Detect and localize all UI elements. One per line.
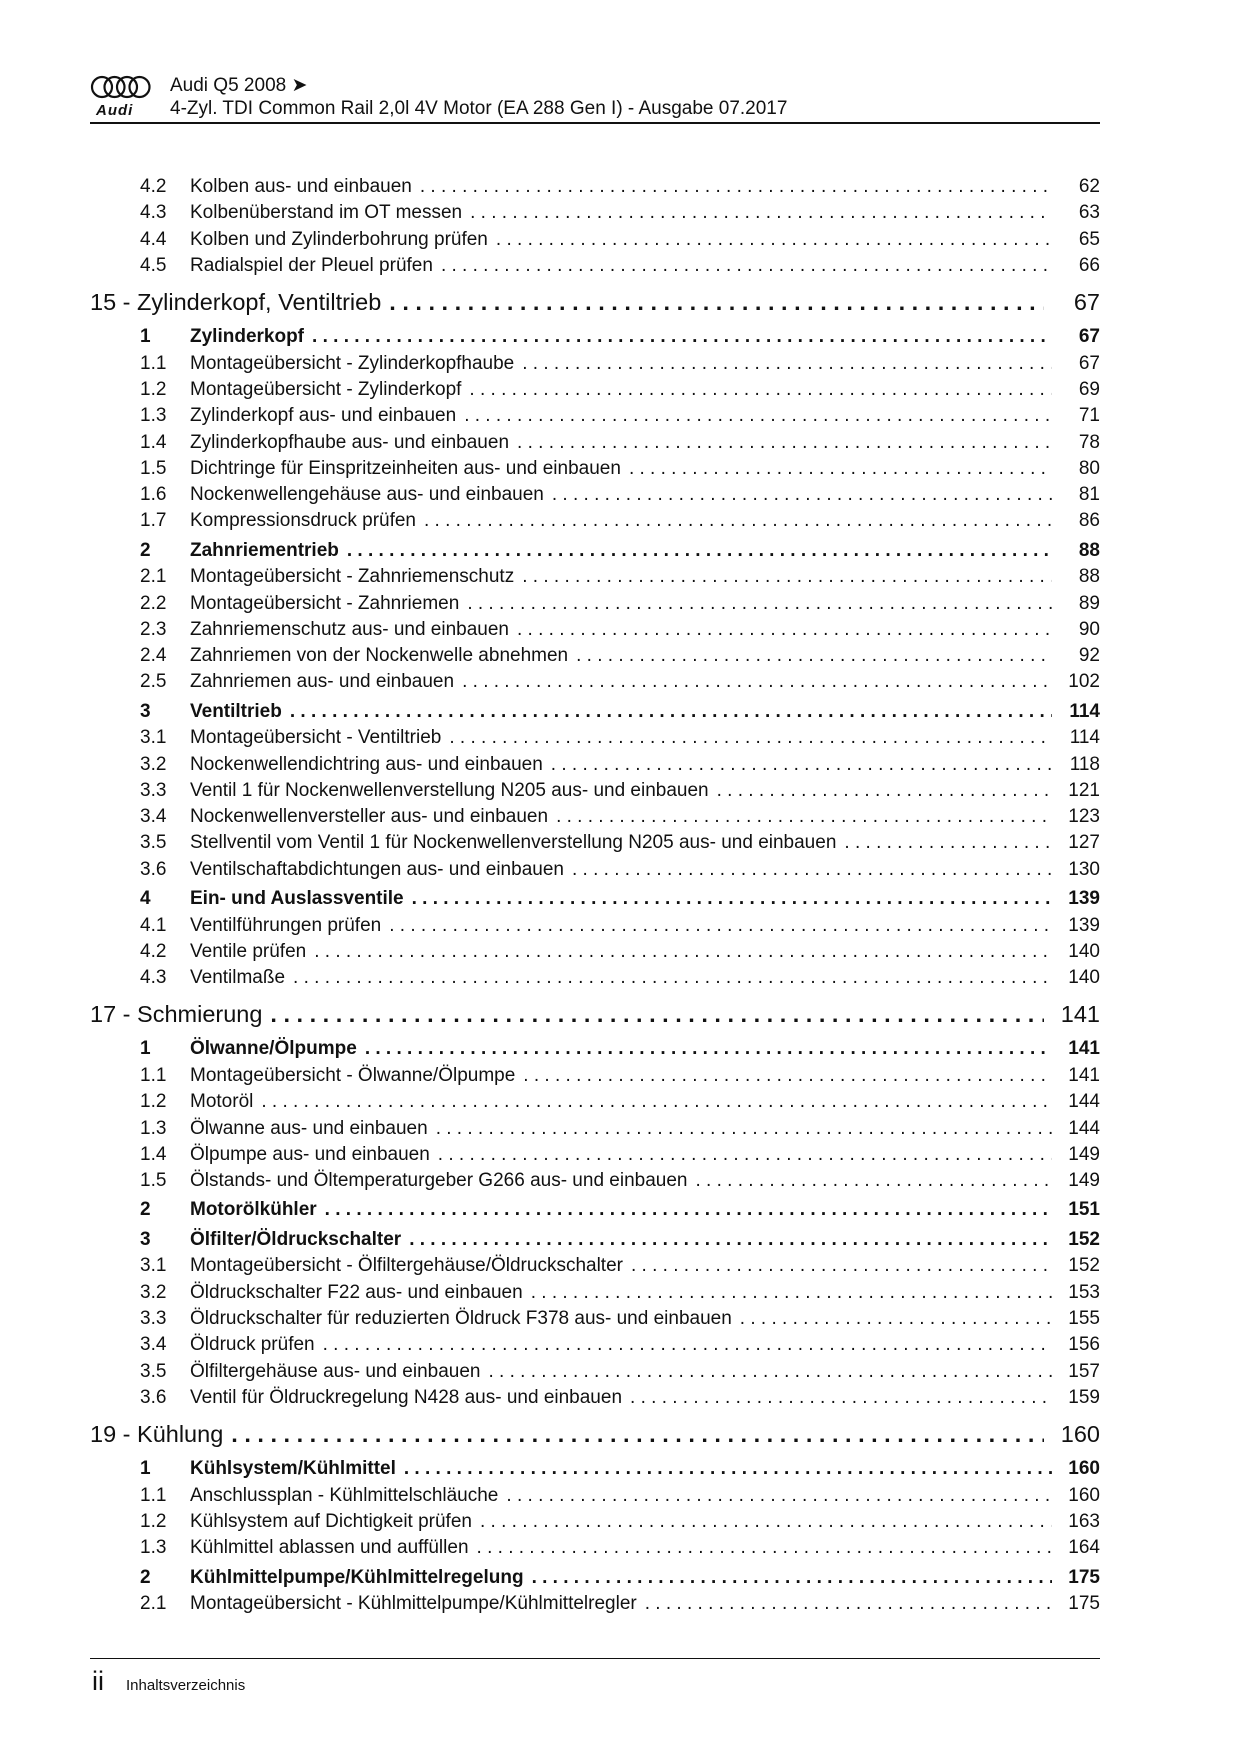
toc-page-number: 86 [1078,510,1100,532]
toc-page-number: 155 [1068,1308,1100,1329]
toc-leader-dots [409,1229,1052,1251]
toc-page-number: 175 [1068,1566,1100,1588]
toc-entry[interactable] [90,1144,1100,1170]
toc-number: 3 [140,1228,151,1250]
toc-entry[interactable] [90,353,1100,379]
toc-leader-dots [523,1065,1052,1087]
toc-leader-dots [404,1458,1052,1480]
toc-title: 15 - Zylinderkopf, Ventiltrieb [90,289,382,316]
toc-leader-dots [717,780,1052,802]
toc-number: 1.7 [140,510,167,532]
toc-title: Kühlmittelpumpe/Kühlmittelregelung [190,1566,524,1588]
toc-leader-dots [261,1091,1052,1113]
toc-title: Montageübersicht - Ölwanne/Ölpumpe [190,1064,516,1086]
toc-page-number: 67 [1073,289,1100,316]
toc-leader-dots [389,289,1044,316]
toc-number: 1.1 [140,1484,167,1506]
toc-leader-dots [480,1511,1052,1533]
toc-leader-dots [488,1361,1052,1383]
header-subtitle: 4-Zyl. TDI Common Rail 2,0l 4V Motor (EA 288 Gen I) - Ausgabe 07.2017 [170,98,788,119]
toc-number: 1.5 [140,457,167,479]
toc-title: Zylinderkopf aus- und einbauen [190,405,457,427]
toc-title: Montageübersicht - Zylinderkopf [190,378,462,400]
toc-number: 1 [140,326,151,348]
toc-entry[interactable] [90,405,1100,431]
toc-entry[interactable] [90,229,1100,255]
toc-entry[interactable] [90,780,1100,806]
toc-page-number: 144 [1068,1091,1100,1113]
toc-page-number: 149 [1068,1143,1100,1165]
toc-number: 3.6 [140,1386,167,1408]
toc-number: 4.3 [140,967,167,989]
toc-page-number: 92 [1078,645,1100,667]
toc-page-number: 130 [1068,858,1100,880]
toc-title: Zahnriementrieb [190,539,339,561]
toc-title: Öldruckschalter für reduzierten Öldruck F378 aus- und einbauen [190,1308,732,1329]
toc-title: Zahnriemenschutz aus- und einbauen [190,618,509,640]
toc-number: 3.3 [140,779,167,801]
toc-section[interactable] [90,540,1100,567]
toc-number: 3.1 [140,1255,167,1277]
toc-page-number: 140 [1068,967,1100,989]
toc-title: Nockenwellenversteller aus- und einbauen [190,806,549,828]
toc-number: 3.5 [140,1360,167,1382]
toc-number: 4 [140,888,151,910]
toc-entry[interactable] [90,967,1100,993]
toc-number: 3 [140,700,151,722]
toc-number: 3.4 [140,1334,167,1356]
toc-title: Stellventil vom Ventil 1 für Nockenwellenverstellung N205 aus- und einbauen [190,832,837,854]
toc-leader-dots [522,566,1052,588]
toc-entry[interactable] [90,176,1100,202]
toc-leader-dots [312,326,1052,348]
toc-leader-dots [522,353,1052,375]
toc-number: 1.2 [140,378,167,400]
toc-entry[interactable] [90,1255,1100,1281]
toc-page-number: 114 [1069,700,1100,722]
toc-entry[interactable] [90,458,1100,484]
toc-entry[interactable] [90,510,1100,536]
toc-entry[interactable] [90,1170,1100,1196]
toc-leader-dots [477,1537,1052,1559]
toc-title: Ventil 1 für Nockenwellenverstellung N205 aus- und einbauen [190,779,709,801]
toc-leader-dots [420,176,1052,198]
toc-leader-dots [517,619,1052,641]
toc-page-number: 89 [1078,592,1100,614]
toc-title: Ölstands- und Öltemperaturgeber G266 aus- und einbauen [190,1170,688,1192]
toc-page-number: 156 [1068,1334,1100,1356]
toc-entry[interactable] [90,671,1100,697]
toc-title: Montageübersicht - Zylinderkopfhaube [190,352,515,374]
toc-leader-dots [551,754,1052,776]
toc-title: Motorölkühler [190,1199,317,1221]
toc-entry[interactable] [90,1511,1100,1537]
toc-entry[interactable] [90,1537,1100,1563]
toc-title: Ölwanne aus- und einbauen [190,1117,428,1139]
toc-entry[interactable] [90,1308,1100,1334]
toc-leader-dots [552,484,1052,506]
toc-page-number: 90 [1078,618,1100,640]
toc-number: 1.2 [140,1510,167,1532]
toc-number: 3.3 [140,1308,167,1329]
toc-entry[interactable] [90,379,1100,405]
toc-page-number: 157 [1068,1360,1100,1382]
toc-title: Motoröl [190,1091,254,1113]
toc-page-number: 144 [1068,1117,1100,1139]
toc-number: 1.5 [140,1170,167,1192]
toc-title: Kühlsystem auf Dichtigkeit prüfen [190,1510,472,1532]
toc-number: 2.1 [140,1593,167,1615]
toc-leader-dots [464,405,1052,427]
toc-title: 19 - Kühlung [90,1421,224,1448]
toc-title: Ölfiltergehäuse aus- und einbauen [190,1360,481,1382]
toc-title: Ventil für Öldruckregelung N428 aus- und einbauen [190,1386,623,1408]
toc-page-number: 66 [1078,254,1100,276]
toc-page-number: 139 [1068,914,1100,936]
toc-leader-dots [470,202,1052,224]
toc-leader-dots [293,967,1052,989]
toc-section[interactable] [90,1229,1100,1256]
toc-page-number: 65 [1078,228,1100,250]
toc-page-number: 69 [1078,378,1100,400]
toc-number: 4.4 [140,228,167,250]
toc-number: 4.5 [140,254,167,276]
toc-chapter[interactable] [90,1421,1100,1455]
toc-entry[interactable] [90,941,1100,967]
toc-entry[interactable] [90,1282,1100,1308]
toc-entry[interactable] [90,806,1100,832]
toc-entry[interactable] [90,645,1100,671]
toc-leader-dots [347,540,1052,562]
toc-number: 3.6 [140,858,167,880]
toc-page-number: 141 [1060,1001,1100,1028]
toc-number: 2.3 [140,618,167,640]
toc-number: 2.2 [140,592,167,614]
toc-leader-dots [325,1199,1052,1221]
toc-number: 1 [140,1458,151,1480]
toc-entry[interactable] [90,727,1100,753]
toc-leader-dots [436,1118,1052,1140]
toc-entry[interactable] [90,832,1100,858]
toc-page-number: 81 [1078,484,1100,506]
toc-number: 3.2 [140,753,167,775]
toc-title: Zahnriemen aus- und einbauen [190,671,455,693]
toc-leader-dots [844,832,1052,854]
toc-page-number: 152 [1068,1255,1100,1277]
toc-page-number: 160 [1068,1458,1100,1480]
toc-page-number: 163 [1068,1510,1100,1532]
toc-section[interactable] [90,1199,1100,1226]
toc-title: Kühlmittel ablassen und auffüllen [190,1537,469,1559]
toc-page-number: 160 [1060,1421,1100,1448]
toc-number: 1.2 [140,1091,167,1113]
toc-page-number: 121 [1068,779,1100,801]
toc-section[interactable] [90,1038,1100,1065]
toc-title: Kolbenüberstand im OT messen [190,202,463,224]
toc-entry[interactable] [90,859,1100,885]
toc-title: Nockenwellendichtring aus- und einbauen [190,753,543,775]
toc-number: 1.1 [140,1064,167,1086]
toc-leader-dots [270,1001,1044,1028]
toc-title: Ölwanne/Ölpumpe [190,1038,357,1060]
toc-page-number: 164 [1068,1537,1100,1559]
toc-title: Ventilschaftabdichtungen aus- und einbauen [190,858,564,880]
toc-leader-dots [323,1334,1052,1356]
toc-title: Ventilmaße [190,967,286,989]
audi-rings-logo [90,74,152,100]
toc-leader-dots [517,432,1052,454]
toc-entry[interactable] [90,1361,1100,1387]
toc-leader-dots [469,379,1052,401]
footer-page-number: ii [92,1666,104,1696]
toc-entry[interactable] [90,255,1100,281]
toc-page-number: 141 [1068,1064,1100,1086]
toc-title: Nockenwellengehäuse aus- und einbauen [190,484,544,506]
toc-title: Kolben und Zylinderbohrung prüfen [190,228,488,250]
toc-title: Kühlsystem/Kühlmittel [190,1458,396,1480]
toc-leader-dots [576,645,1052,667]
toc-title: Dichtringe für Einspritzeinheiten aus- und einbauen [190,457,621,479]
toc-number: 4.2 [140,176,167,197]
toc-section[interactable] [90,1458,1100,1485]
toc-page-number: 88 [1078,539,1100,561]
toc-page-number: 63 [1078,202,1100,224]
toc-leader-dots [424,510,1052,532]
toc-number: 2 [140,539,151,561]
header-model: Audi Q5 2008 ➤ [170,75,308,96]
toc-page-number: 159 [1068,1386,1100,1408]
toc-page-number: 123 [1068,806,1100,828]
toc-entry[interactable] [90,566,1100,592]
toc-number: 1.1 [140,352,167,374]
toc-number: 2 [140,1199,151,1221]
toc-title: Radialspiel der Pleuel prüfen [190,254,433,276]
toc-title: Montageübersicht - Zahnriemen [190,592,460,614]
toc-section[interactable] [90,1567,1100,1594]
toc-number: 3.4 [140,806,167,828]
toc-page-number: 141 [1068,1038,1100,1060]
toc-page-number: 78 [1078,431,1100,453]
toc-section[interactable] [90,888,1100,915]
toc-entry[interactable] [90,915,1100,941]
toc-title: Ventile prüfen [190,940,307,962]
toc-page-number: 127 [1068,832,1100,854]
toc-leader-dots [496,229,1052,251]
toc-section[interactable] [90,326,1100,353]
toc-title: Ventiltrieb [190,700,282,722]
footer-label: Inhaltsverzeichnis [126,1677,246,1694]
toc-title: Kompressionsdruck prüfen [190,510,416,532]
toc-leader-dots [740,1308,1052,1330]
toc-page-number: 139 [1068,888,1100,910]
toc-leader-dots [467,593,1052,615]
toc-number: 1.3 [140,1537,167,1559]
toc-title: Zahnriemen von der Nockenwelle abnehmen [190,645,569,667]
toc-title: Montageübersicht - Ventiltrieb [190,727,442,749]
toc-entry[interactable] [90,1065,1100,1091]
toc-entry[interactable] [90,1091,1100,1117]
toc-entry[interactable] [90,1485,1100,1511]
toc-title: Montageübersicht - Kühlmittelpumpe/Kühlmittelregler [190,1593,637,1615]
toc-page-number: 151 [1068,1199,1100,1221]
toc-leader-dots [531,1282,1052,1304]
toc-title: Öldruck prüfen [190,1334,315,1356]
toc-number: 1.3 [140,1117,167,1139]
toc-page-number: 114 [1069,727,1100,749]
audi-wordmark: Audi [96,102,134,119]
toc-section[interactable] [90,701,1100,728]
toc-leader-dots [290,701,1052,723]
toc-page-number: 175 [1068,1593,1100,1615]
toc-number: 2.1 [140,566,167,588]
toc-entry[interactable] [90,593,1100,619]
toc-page-number: 118 [1069,753,1100,775]
toc-number: 1.4 [140,431,167,453]
toc-page-number: 88 [1078,566,1100,588]
toc-leader-dots [231,1421,1044,1448]
toc-number: 2 [140,1566,151,1588]
toc-title: Ein- und Auslassventile [190,888,404,910]
toc-entry[interactable] [90,1334,1100,1360]
toc-entry[interactable] [90,1387,1100,1413]
toc-leader-dots [412,888,1052,910]
toc-leader-dots [389,915,1052,937]
toc-entry[interactable] [90,484,1100,510]
toc-page-number: 153 [1068,1281,1100,1303]
toc-number: 1.6 [140,484,167,506]
toc-leader-dots [630,1387,1052,1409]
toc-page-number: 149 [1068,1170,1100,1192]
page-header [90,72,1100,124]
toc-title: Zylinderkopfhaube aus- und einbauen [190,431,510,453]
toc-entry[interactable] [90,1593,1100,1619]
toc-number: 3.2 [140,1281,167,1303]
toc-title: Ölpumpe aus- und einbauen [190,1143,430,1165]
toc-title: Ölfilter/Öldruckschalter [190,1228,402,1250]
toc-leader-dots [572,859,1052,881]
toc-title: Kolben aus- und einbauen [190,176,412,197]
toc-entry[interactable] [90,1118,1100,1144]
toc-title: 17 - Schmierung [90,1001,263,1028]
toc-number: 3.5 [140,832,167,854]
toc-number: 1.4 [140,1143,167,1165]
footer-rule [90,1658,1100,1659]
toc-leader-dots [506,1485,1052,1507]
toc-number: 4.3 [140,202,167,224]
toc-chapter[interactable] [90,289,1100,323]
toc-page-number: 160 [1068,1484,1100,1506]
toc-entry[interactable] [90,754,1100,780]
toc-leader-dots [314,941,1052,963]
toc-title: Ventilführungen prüfen [190,914,382,936]
toc-number: 1 [140,1038,151,1060]
table-of-contents [90,176,1100,1619]
toc-page-number: 67 [1078,326,1100,348]
toc-leader-dots [695,1170,1052,1192]
toc-title: Montageübersicht - Zahnriemenschutz [190,566,515,588]
toc-title: Anschlussplan - Kühlmittelschläuche [190,1484,499,1506]
toc-leader-dots [556,806,1052,828]
header-rule [90,122,1100,124]
toc-chapter[interactable] [90,1001,1100,1035]
toc-number: 3.1 [140,727,167,749]
toc-number: 4.1 [140,914,167,936]
toc-title: Montageübersicht - Ölfiltergehäuse/Öldruckschalter [190,1255,623,1277]
toc-page-number: 67 [1078,352,1100,374]
toc-page-number: 62 [1078,176,1100,197]
toc-entry[interactable] [90,432,1100,458]
toc-number: 2.4 [140,645,167,667]
toc-entry[interactable] [90,202,1100,228]
toc-page-number: 140 [1068,940,1100,962]
toc-number: 1.3 [140,405,167,427]
toc-number: 2.5 [140,671,167,693]
toc-leader-dots [449,727,1052,749]
toc-page-number: 80 [1078,457,1100,479]
toc-leader-dots [645,1593,1052,1615]
toc-leader-dots [441,255,1052,277]
toc-leader-dots [365,1038,1052,1060]
toc-title: Öldruckschalter F22 aus- und einbauen [190,1281,523,1303]
toc-page-number: 152 [1068,1228,1100,1250]
toc-leader-dots [462,671,1052,693]
toc-title: Zylinderkopf [190,326,305,348]
toc-leader-dots [532,1567,1052,1589]
toc-page-number: 102 [1068,671,1100,693]
toc-entry[interactable] [90,619,1100,645]
toc-leader-dots [438,1144,1052,1166]
toc-leader-dots [631,1255,1052,1277]
toc-page-number: 71 [1078,405,1100,427]
toc-number: 4.2 [140,940,167,962]
toc-leader-dots [629,458,1052,480]
